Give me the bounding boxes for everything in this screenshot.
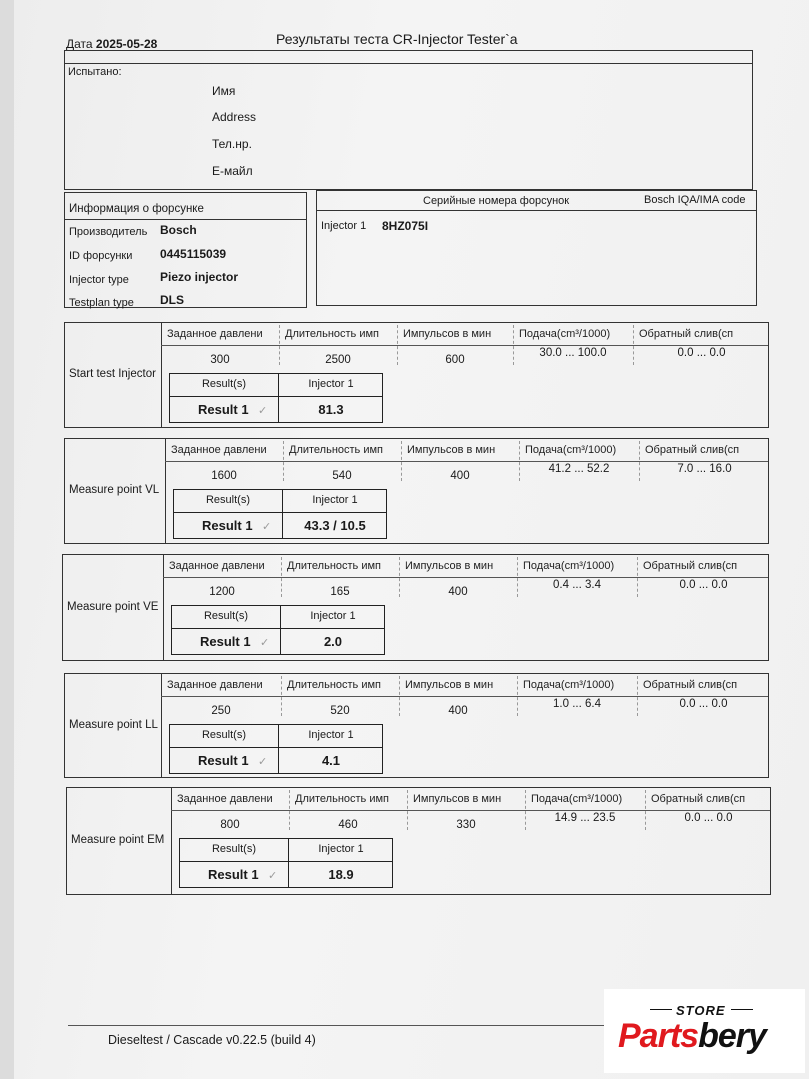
test-parameter-value: 400 [448,586,468,598]
result-header-label: Result(s) [201,729,246,741]
check-icon: ✓ [262,521,272,533]
report-date-value: 2025-05-28 [95,37,158,51]
phone-field-label: Тел.нр. [212,137,252,151]
result-label: Result 1 [202,518,253,533]
result-header-injector: Injector 1 [308,378,354,390]
result-header-label: Result(s) [201,378,246,390]
testplan-type-value: DLS [160,293,184,307]
test-parameter-value: 2500 [325,354,351,366]
test-parameter-value: 460 [338,819,358,831]
column-header: Заданное давлени [171,444,267,456]
column-header: Подача(cm³/1000) [523,679,615,691]
logo-store-text: STORE [676,1003,726,1018]
test-parameter-value: 0.0 ... 0.0 [679,579,728,591]
column-header: Заданное давлени [167,679,263,691]
result-value: 81.3 [318,402,344,417]
result-header-injector: Injector 1 [318,843,364,855]
column-header: Обратный слив(сп [643,560,738,572]
column-header: Длительность имп [285,328,380,340]
manufacturer-label: Производитель [69,226,148,238]
footer-version: Dieseltest / Cascade v0.22.5 (build 4) [108,1033,316,1047]
column-header: Заданное давлени [167,328,263,340]
check-icon: ✓ [260,637,270,649]
result-value: 2.0 [323,634,343,649]
column-header: Подача(cm³/1000) [531,793,623,805]
test-parameter-value: 1600 [211,470,237,482]
column-header: Подача(cm³/1000) [519,328,611,340]
name-field-label: Имя [212,84,236,98]
test-block [62,554,769,661]
column-header: Длительность имп [287,679,382,691]
test-parameter-value: 0.4 ... 3.4 [553,579,601,591]
injector-id-label: ID форсунки [69,250,133,262]
logo-brand-text: Partsbery [618,1017,766,1055]
result-label: Result 1 [198,402,249,417]
column-header: Обратный слив(сп [643,679,738,691]
column-header: Импульсов в мин [405,560,494,572]
test-block [64,322,769,428]
result-value: 43.3 / 10.5 [304,518,366,533]
result-value: 18.9 [328,867,354,882]
result-table [171,605,385,655]
test-block [66,787,771,895]
test-parameter-value: 1.0 ... 6.4 [553,698,601,710]
email-field-label: Е-майл [212,164,253,178]
test-parameter-value: 400 [450,470,470,482]
column-header: Импульсов в мин [403,328,492,340]
tested-label: Испытано: [68,66,122,78]
report-title: Результаты теста CR-Injector Tester`a [276,31,518,47]
test-parameter-value: 41.2 ... 52.2 [548,463,610,475]
address-field-label: Address [212,110,257,124]
check-icon: ✓ [258,756,268,768]
check-icon: ✓ [268,870,278,882]
test-parameter-value: 520 [330,705,350,717]
column-header: Заданное давлени [169,560,265,572]
test-parameter-value: 7.0 ... 16.0 [677,463,732,475]
test-parameter-value: 800 [220,819,240,831]
result-value: 4.1 [321,753,341,768]
column-header: Длительность имп [295,793,390,805]
result-label: Result 1 [208,867,259,882]
column-header: Импульсов в мин [413,793,502,805]
result-table [169,373,383,423]
column-header: Длительность имп [287,560,382,572]
result-label: Result 1 [198,753,249,768]
column-header: Обратный слив(сп [645,444,740,456]
result-header-label: Result(s) [211,843,256,855]
column-header: Заданное давлени [177,793,273,805]
report-date: Дата 2025-05-28 [66,37,158,51]
injector-info-title: Информация о форсунке [69,203,204,215]
tested-section [64,50,753,190]
result-header-label: Result(s) [205,494,250,506]
column-header: Обратный слив(сп [651,793,746,805]
test-parameter-value: 0.0 ... 0.0 [684,812,733,824]
result-header-injector: Injector 1 [312,494,358,506]
injector-id-value: 0445115039 [160,247,227,261]
serial-numbers-title: Серийные номера форсунок [423,195,570,207]
test-block [64,438,769,544]
test-name: Measure point VL [69,484,160,496]
test-block [64,673,769,778]
manufacturer-value: Bosch [160,223,197,237]
test-name: Measure point EM [71,834,165,846]
check-icon: ✓ [258,405,268,417]
column-header: Импульсов в мин [405,679,494,691]
result-header-label: Result(s) [203,610,248,622]
test-parameter-value: 330 [456,819,476,831]
column-header: Подача(cm³/1000) [523,560,615,572]
result-header-injector: Injector 1 [308,729,354,741]
test-name: Measure point VE [67,600,159,613]
column-header: Подача(cm³/1000) [525,444,617,456]
test-parameter-value: 165 [330,586,350,598]
test-parameter-value: 250 [211,705,231,717]
serial-injector-label: Injector 1 [321,220,367,232]
result-label: Result 1 [200,634,251,649]
column-header: Длительность имп [289,444,384,456]
test-parameter-value: 30.0 ... 100.0 [539,347,607,359]
serial-numbers-section [316,190,757,306]
test-parameter-value: 400 [448,705,468,717]
partsbery-logo [604,989,805,1073]
result-table [169,724,383,774]
testplan-type-label: Testplan type [69,297,134,309]
result-table [173,489,387,539]
column-header: Импульсов в мин [407,444,496,456]
injector-type-label: Injector type [69,274,129,286]
test-parameter-value: 1200 [209,586,235,598]
test-name: Measure point LL [69,718,158,731]
test-name: Start test Injector [69,368,156,380]
result-table [179,838,393,888]
test-parameter-value: 0.0 ... 0.0 [677,347,726,359]
injector-info-section [64,192,307,308]
serial-injector-value: 8HZ075I [382,219,429,233]
test-parameter-value: 300 [210,354,230,366]
test-parameter-value: 540 [332,470,352,482]
result-header-injector: Injector 1 [310,610,356,622]
column-header: Обратный слив(сп [639,328,734,340]
iqa-code-header: Bosch IQA/IMA code [644,194,746,206]
injector-type-value: Piezo injector [160,270,239,284]
test-parameter-value: 0.0 ... 0.0 [679,698,728,710]
test-parameter-value: 14.9 ... 23.5 [554,812,616,824]
test-parameter-value: 600 [445,354,465,366]
